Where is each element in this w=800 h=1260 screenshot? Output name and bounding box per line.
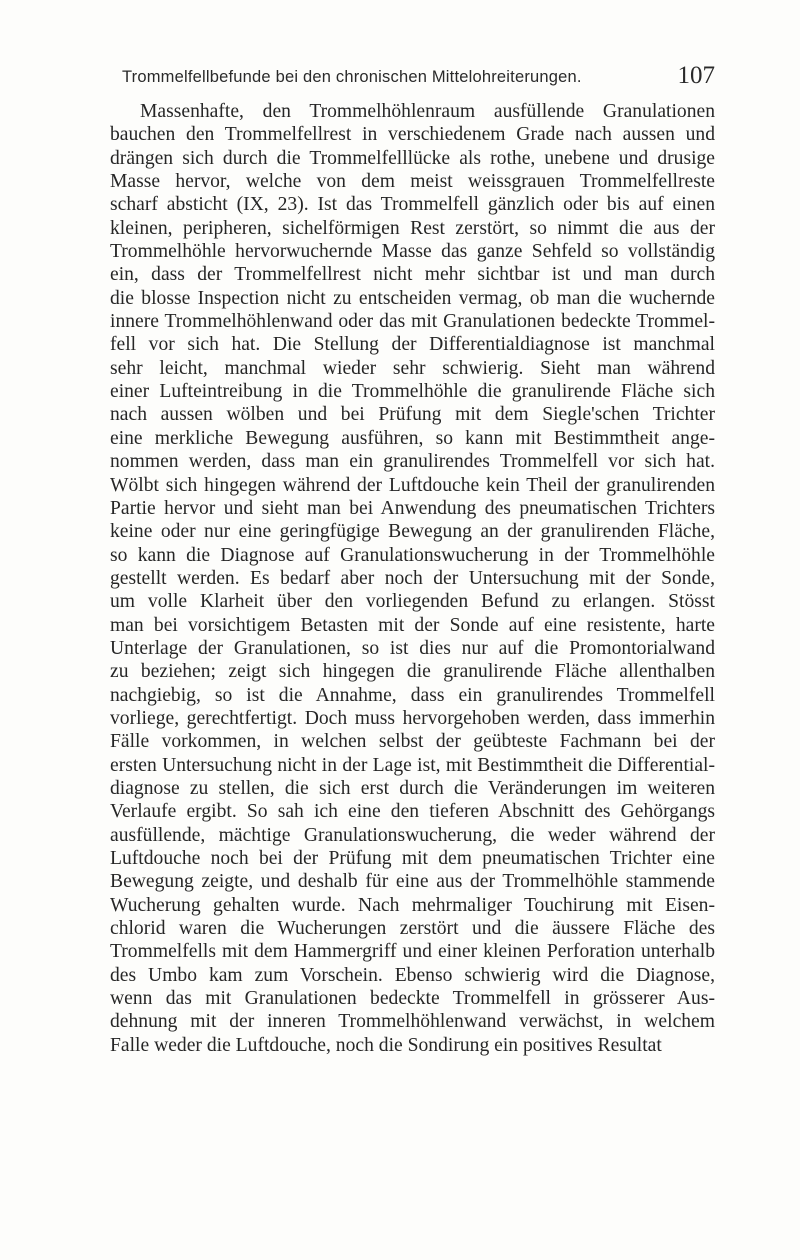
text-line: nommen werden, dass man ein granulirendes Trommelfell vor sich hat. [110, 451, 715, 473]
text-line: ein, dass der Trommelfellrest nicht mehr sichtbar ist und man durch [110, 264, 715, 286]
text-line: kleinen, peripheren, sichelförmigen Rest zerstört, so nimmt die aus der [110, 217, 715, 239]
text-line: Falle weder die Luftdouche, noch die Sondirung ein positives Resultat [110, 1034, 662, 1056]
text-line: Luftdouche noch bei der Prüfung mit dem pneumatischen Trichter eine [110, 848, 715, 869]
text-line: bauchen den Trommelfellrest in verschiedenem Grade nach aussen und [110, 124, 715, 146]
text-line: fell vor sich hat. Die Stellung der Differentialdiagnose ist manchmal [110, 334, 715, 356]
text-line: zu beziehen; zeigt sich hingegen die granulirende Fläche allenthalben [110, 661, 715, 683]
text-line: dehnung mit der inneren Trommelhöhlenwand verwächst, in welchem [110, 1011, 715, 1033]
text-line: Unterlage der Granulationen, so ist dies nur auf die Promontorialwand [110, 637, 715, 659]
text-line: gestellt werden. Es bedarf aber noch der Untersuchung mit der Sonde, [110, 567, 715, 589]
text-line: keine oder nur eine geringfügige Bewegung an der granulirenden Fläche, [110, 521, 715, 543]
text-line: chlorid waren die Wucherungen zerstört und die äussere Fläche des [110, 918, 715, 940]
text-line: diagnose zu stellen, die sich erst durch die Veränderungen im weiteren [110, 777, 715, 799]
text-line: nachgiebig, so ist die Annahme, dass ein granulirendes Trommelfell [110, 684, 715, 706]
text-line: ausfüllende, mächtige Granulationswucherung, die weder während der [110, 824, 715, 846]
text-line: Massenhafte, den Trommelhöhlenraum ausfüllende Granulationen [140, 101, 715, 122]
text-line: Wölbt sich hingegen während der Luftdouche kein Theil der granulirenden [110, 474, 715, 496]
text-line: wenn das mit Granulationen bedeckte Trommelfell in grösserer Aus- [110, 988, 715, 1010]
text-line: Fälle vorkommen, in welchen selbst der geübteste Fachmann bei der [110, 731, 715, 753]
text-line: Trommelhöhle hervorwuchernde Masse das ganze Sehfeld so vollständig [110, 241, 715, 263]
text-line: ersten Untersuchung nicht in der Lage ist, mit Bestimmtheit die Differential- [110, 754, 715, 776]
text-line: vorliege, gerechtfertigt. Doch muss hervorgehoben werden, dass immerhin [110, 707, 715, 729]
text-line: Partie hervor und sieht man bei Anwendung des pneumatischen Trichters [110, 497, 715, 519]
text-line: Trommelfells mit dem Hammergriff und einer kleinen Perforation unterhalb [110, 941, 715, 963]
text-line: man bei vorsichtigem Betasten mit der Sonde auf eine resistente, harte [110, 614, 715, 636]
text-line: eine merkliche Bewegung ausführen, so kann mit Bestimmtheit ange- [110, 427, 715, 449]
text-line: einer Lufteintreibung in die Trommelhöhle die granulirende Fläche sich [110, 381, 715, 403]
text-line: Wucherung gehalten wurde. Nach mehrmaliger Touchirung mit Eisen- [110, 894, 715, 916]
text-line: so kann die Diagnose auf Granulationswucherung in der Trommelhöhle [110, 544, 715, 566]
body-text [110, 100, 715, 1057]
text-line: des Umbo kam zum Vorschein. Ebenso schwierig wird die Diagnose, [110, 964, 715, 986]
running-head [110, 62, 715, 96]
text-line: sehr leicht, manchmal wieder sehr schwierig. Sieht man während [110, 357, 715, 379]
text-line: nach aussen wölben und bei Prüfung mit dem Siegle'schen Trichter [110, 404, 715, 426]
text-line: drängen sich durch die Trommelfelllücke als rothe, unebene und drusige [110, 147, 715, 169]
text-line: um volle Klarheit über den vorliegenden Befund zu erlangen. Stösst [110, 591, 715, 613]
text-line: die blosse Inspection nicht zu entscheiden vermag, ob man die wuchernde [110, 287, 715, 309]
text-line: innere Trommelhöhlenwand oder das mit Granulationen bedeckte Trommel- [110, 311, 715, 333]
chapter-title: Trommelfellbefunde bei den chronischen Mittelohreiterungen. [122, 68, 582, 86]
text-line: Masse hervor, welche von dem meist weissgrauen Trommelfellreste [110, 171, 715, 193]
text-line: Bewegung zeigte, und deshalb für eine aus der Trommelhöhle stammende [110, 871, 715, 893]
text-line: scharf absticht (IX, 23). Ist das Trommelfell gänzlich oder bis auf einen [110, 194, 715, 216]
text-line: Verlaufe ergibt. So sah ich eine den tieferen Abschnitt des Gehörgangs [110, 801, 715, 823]
page-number: 107 [677, 62, 715, 89]
